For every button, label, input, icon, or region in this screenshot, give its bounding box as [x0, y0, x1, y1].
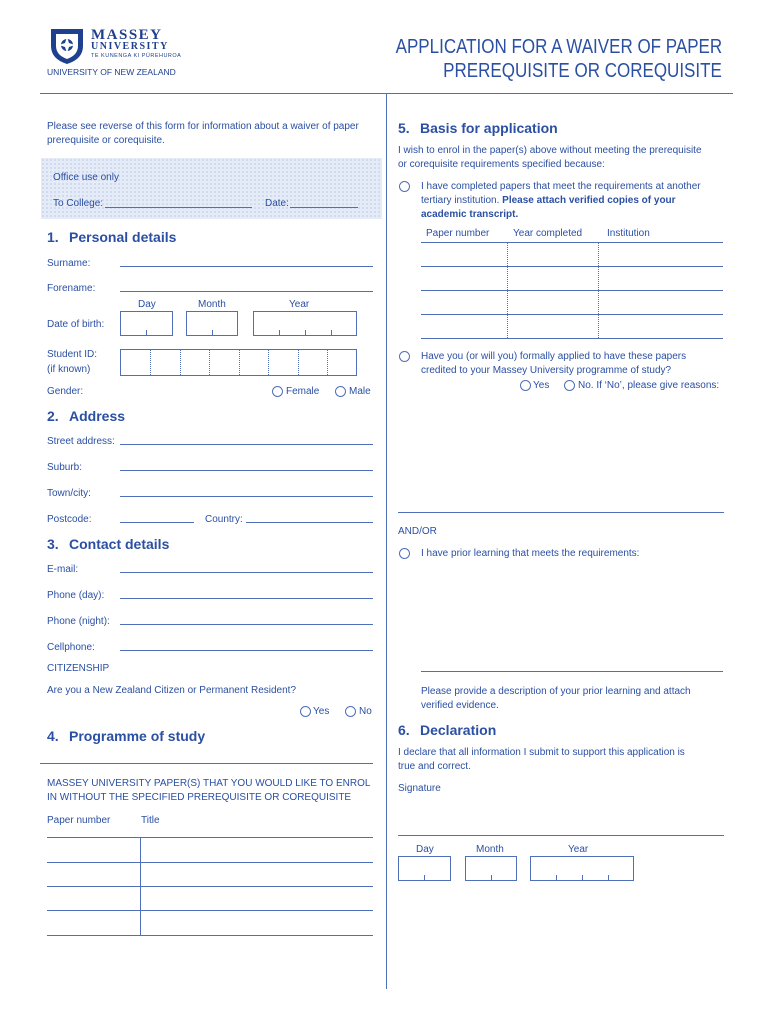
table-row[interactable] — [47, 935, 373, 936]
papers-instruction-line2: IN WITHOUT THE SPECIFIED PREREQUISITE OR COREQUISITE — [47, 792, 352, 803]
surname-field[interactable] — [120, 266, 373, 267]
logo-wordmark: MASSEY — [91, 27, 163, 43]
to-college-field[interactable] — [105, 207, 252, 208]
table-row[interactable] — [421, 266, 723, 267]
transcript-col-paper-number: Paper number — [426, 228, 490, 239]
column-divider — [386, 93, 387, 989]
town-city-field[interactable] — [120, 496, 373, 497]
section-programme-heading: 4. Programme of study — [47, 728, 206, 744]
signature-field[interactable] — [398, 835, 724, 836]
papers-instruction-line1: MASSEY UNIVERSITY PAPER(S) THAT YOU WOULD LIKE TO ENROL — [47, 778, 371, 789]
office-date-label: Date: — [265, 198, 289, 209]
student-id-label: Student ID: — [47, 349, 98, 360]
office-use-heading: Office use only — [53, 172, 119, 183]
basis-option2-line1: Have you (or will you) formally applied to have these papers — [421, 351, 687, 362]
credit-yes-label: Yes — [533, 380, 550, 391]
sign-day-label: Day — [416, 844, 434, 855]
declaration-text-line2: true and correct. — [398, 761, 471, 772]
cellphone-field[interactable] — [120, 650, 373, 651]
to-college-label: To College: — [53, 198, 104, 209]
citizen-no-radio[interactable] — [345, 706, 356, 717]
table-row[interactable] — [47, 910, 373, 911]
transcript-col-year: Year completed — [513, 228, 583, 239]
phone-night-label: Phone (night): — [47, 616, 110, 627]
table-row[interactable] — [47, 862, 373, 863]
section-basis-heading: 5. Basis for application — [398, 120, 558, 136]
section-contact-heading: 3. Contact details — [47, 536, 170, 552]
table-row[interactable] — [421, 338, 723, 339]
phone-day-field[interactable] — [120, 598, 373, 599]
papers-col-title: Title — [141, 815, 160, 826]
cellphone-label: Cellphone: — [47, 642, 95, 653]
basis-applied-credit-radio[interactable] — [399, 351, 410, 362]
street-address-label: Street address: — [47, 436, 115, 447]
logo-tagline: UNIVERSITY OF NEW ZEALAND — [47, 67, 176, 77]
section-address-heading: 2. Address — [47, 408, 126, 424]
citizen-no-label: No — [359, 706, 372, 717]
signature-label: Signature — [398, 783, 441, 794]
office-use-panel — [41, 158, 382, 219]
credit-yes-radio[interactable] — [520, 380, 531, 391]
phone-night-field[interactable] — [120, 624, 373, 625]
surname-label: Surname: — [47, 258, 91, 269]
basis-option3-text: I have prior learning that meets the requirements: — [421, 548, 640, 559]
credit-no-radio[interactable] — [564, 380, 575, 391]
section-personal-heading: 1. Personal details — [47, 229, 177, 245]
country-label: Country: — [205, 514, 243, 525]
office-date-field[interactable] — [290, 207, 358, 208]
reasons-field[interactable] — [398, 512, 724, 513]
logo-maori-name: TE KUNENGA KI PŪREHUROA — [91, 53, 182, 59]
citizenship-heading: CITIZENSHIP — [47, 663, 110, 674]
postcode-field[interactable] — [120, 522, 194, 523]
form-title-line2: PREREQUISITE OR COREQUISITE — [443, 60, 722, 82]
basis-completed-papers-radio[interactable] — [399, 181, 410, 192]
sign-year-label: Year — [568, 844, 589, 855]
form-title-line1: APPLICATION FOR A WAIVER OF PAPER — [395, 36, 722, 58]
email-label: E-mail: — [47, 564, 79, 575]
prior-learning-field[interactable] — [421, 671, 723, 672]
email-field[interactable] — [120, 572, 373, 573]
basis-intro-line1: I wish to enrol in the paper(s) above without meeting the prerequisite — [398, 145, 702, 156]
prior-learning-instruction-line2: verified evidence. — [421, 700, 499, 711]
suburb-field[interactable] — [120, 470, 373, 471]
table-row[interactable] — [47, 886, 373, 887]
programme-divider — [40, 763, 373, 764]
suburb-label: Suburb: — [47, 462, 83, 473]
table-row[interactable] — [421, 314, 723, 315]
gender-female-radio[interactable] — [272, 386, 283, 397]
sign-month-label: Month — [476, 844, 504, 855]
dob-year-label: Year — [289, 299, 310, 310]
papers-col-paper-number: Paper number — [47, 815, 111, 826]
credit-no-label: No. If ‘No’, please give reasons: — [578, 380, 720, 391]
citizen-question: Are you a New Zealand Citizen or Permanent Resident? — [47, 685, 297, 696]
basis-option2-line2: credited to your Massey University programme of study? — [421, 365, 672, 376]
citizen-yes-label: Yes — [313, 706, 330, 717]
basis-option1-line1: I have completed papers that meet the requirements at another — [421, 181, 701, 192]
dob-day-label: Day — [138, 299, 156, 310]
gender-label: Gender: — [47, 386, 84, 397]
forename-field[interactable] — [120, 291, 373, 292]
prior-learning-instruction-line1: Please provide a description of your prior learning and attach — [421, 686, 691, 697]
gender-male-label: Male — [349, 386, 371, 397]
citizen-yes-radio[interactable] — [300, 706, 311, 717]
university-crest-icon — [47, 26, 87, 66]
basis-prior-learning-radio[interactable] — [399, 548, 410, 559]
and-or-label: AND/OR — [398, 526, 437, 537]
section-declaration-heading: 6. Declaration — [398, 722, 497, 738]
table-row[interactable] — [421, 290, 723, 291]
dob-month-label: Month — [198, 299, 226, 310]
intro-text: Please see reverse of this form for information about a waiver of paper prerequisite or corequisite. — [47, 121, 359, 146]
basis-option1-line2: tertiary institution. Please attach verified copies of your — [421, 195, 676, 206]
postcode-label: Postcode: — [47, 514, 92, 525]
student-id-hint: (if known) — [47, 364, 91, 375]
town-city-label: Town/city: — [47, 488, 91, 499]
basis-option1-line3: academic transcript. — [421, 209, 519, 220]
transcript-col-institution: Institution — [607, 228, 650, 239]
forename-label: Forename: — [47, 283, 96, 294]
dob-label: Date of birth: — [47, 319, 105, 330]
phone-day-label: Phone (day): — [47, 590, 105, 601]
basis-intro-line2: or corequisite requirements specified because: — [398, 159, 605, 170]
street-address-field[interactable] — [120, 444, 373, 445]
logo-university: UNIVERSITY — [91, 41, 169, 52]
gender-male-radio[interactable] — [335, 386, 346, 397]
gender-female-label: Female — [286, 386, 320, 397]
declaration-text-line1: I declare that all information I submit to support this application is — [398, 747, 685, 758]
country-field[interactable] — [246, 522, 373, 523]
